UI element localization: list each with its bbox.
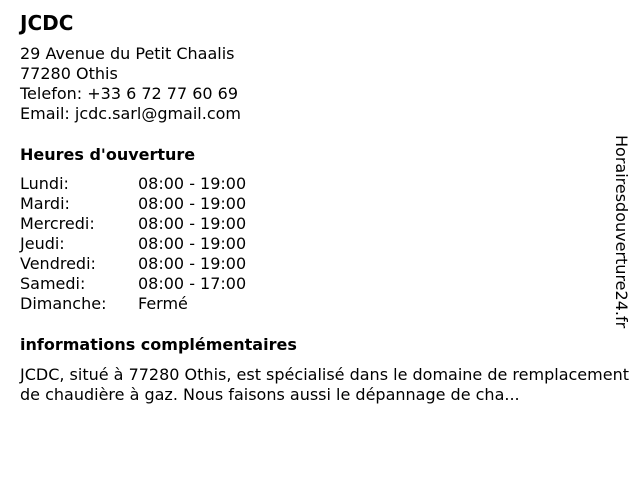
hours-time: 08:00 - 19:00 bbox=[138, 174, 247, 193]
address-street: 29 Avenue du Petit Chaalis bbox=[20, 44, 235, 63]
hours-time: 08:00 - 19:00 bbox=[138, 234, 247, 253]
hours-day: Mercredi: bbox=[20, 214, 95, 233]
hours-row-lundi bbox=[20, 174, 246, 194]
contact-block bbox=[20, 44, 241, 124]
hours-time: 08:00 - 17:00 bbox=[138, 274, 247, 293]
business-name: JCDC bbox=[20, 11, 74, 35]
site-brand-vertical: Horairesdouverture24.fr bbox=[612, 135, 631, 329]
hours-time: 08:00 - 19:00 bbox=[138, 254, 247, 273]
address-city: 77280 Othis bbox=[20, 64, 118, 83]
hours-row-jeudi bbox=[20, 234, 246, 254]
email-address[interactable]: Email: jcdc.sarl@gmail.com bbox=[20, 104, 242, 123]
hours-heading: Heures d'ouverture bbox=[20, 145, 196, 164]
hours-row-dimanche bbox=[20, 294, 246, 314]
hours-time: Fermé bbox=[138, 294, 188, 313]
hours-day: Dimanche: bbox=[20, 294, 107, 313]
hours-day: Mardi: bbox=[20, 194, 70, 213]
hours-day: Samedi: bbox=[20, 274, 86, 293]
info-heading: informations complémentaires bbox=[20, 335, 297, 354]
hours-row-mercredi bbox=[20, 214, 246, 234]
hours-day: Vendredi: bbox=[20, 254, 96, 273]
opening-hours-table bbox=[20, 174, 246, 314]
hours-day: Lundi: bbox=[20, 174, 69, 193]
hours-time: 08:00 - 19:00 bbox=[138, 214, 247, 233]
info-description: JCDC, situé à 77280 Othis, est spécialisé dans le domaine de remplacement de chaudière à gaz. Nous faisons aussi le dépannage de cha... bbox=[20, 365, 629, 404]
hours-row-samedi bbox=[20, 274, 246, 294]
hours-time: 08:00 - 19:00 bbox=[138, 194, 247, 213]
hours-row-mardi bbox=[20, 194, 246, 214]
phone-number[interactable]: Telefon: +33 6 72 77 60 69 bbox=[20, 84, 239, 103]
hours-row-vendredi bbox=[20, 254, 246, 274]
hours-day: Jeudi: bbox=[20, 234, 65, 253]
